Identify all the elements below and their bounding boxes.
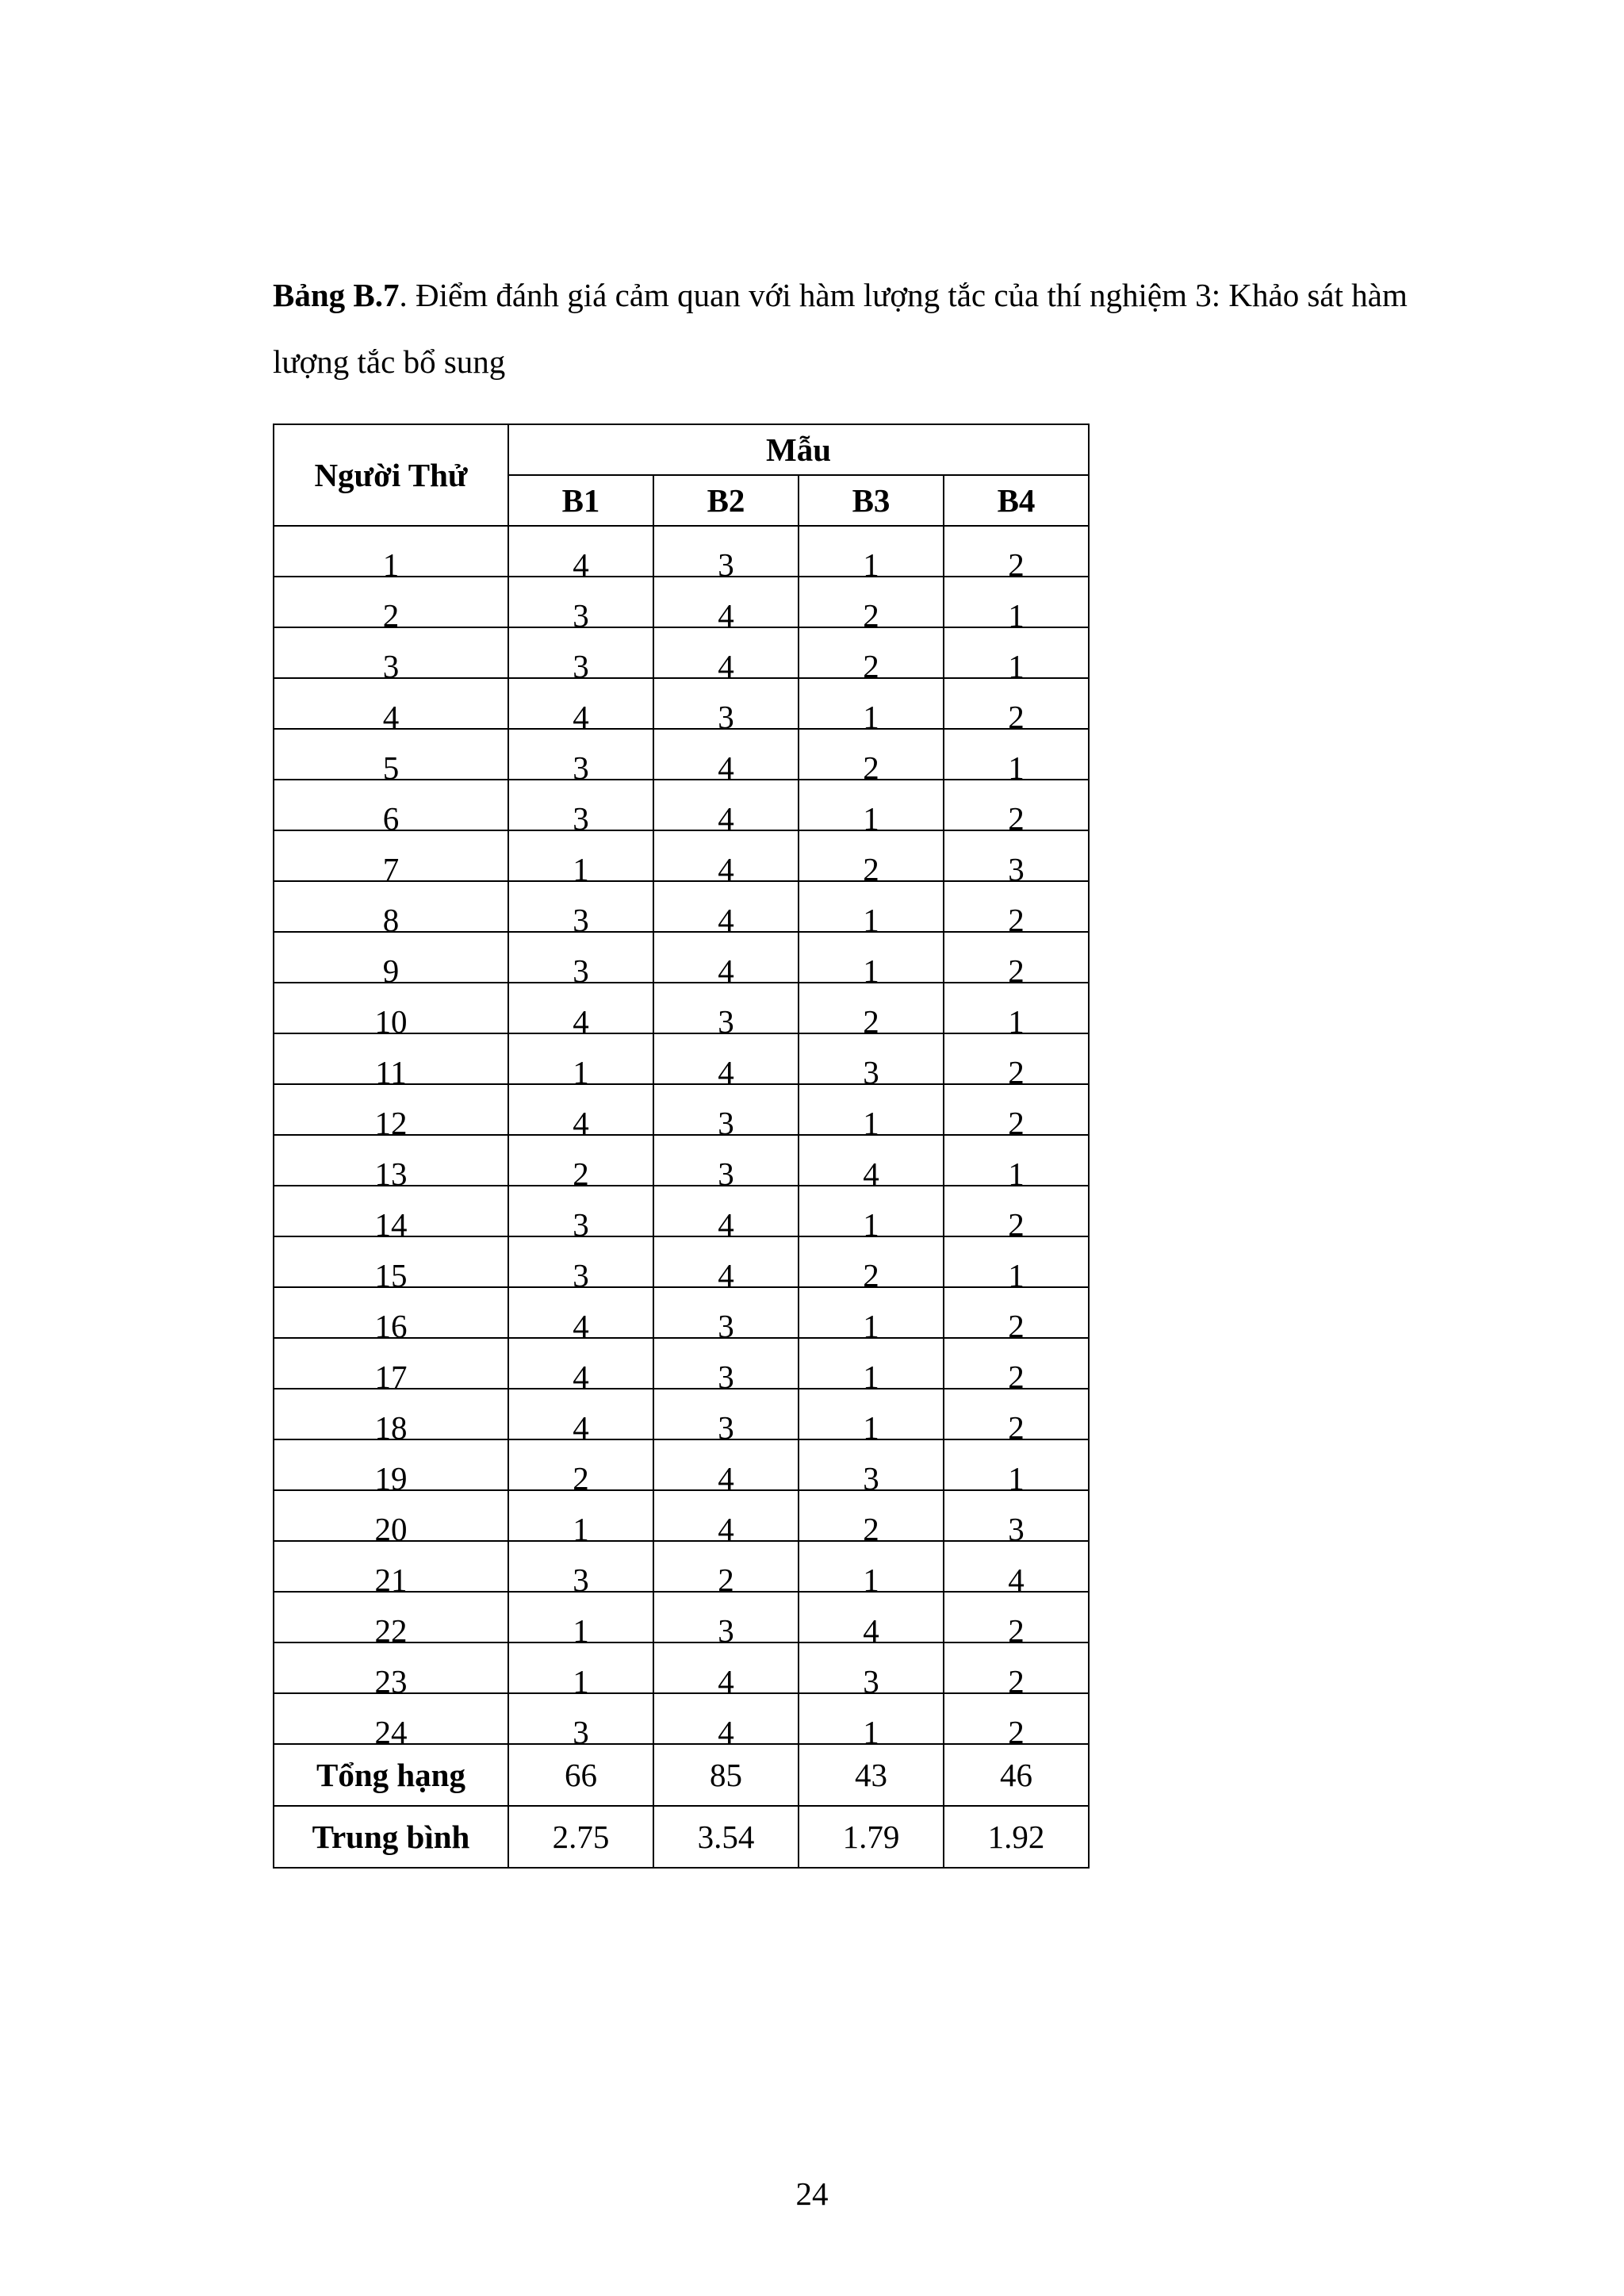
panelist-id-cell: 9 — [274, 932, 508, 983]
rank-cell: 2 — [944, 1287, 1089, 1338]
rank-cell: 4 — [653, 1236, 799, 1287]
rank-cell: 1 — [944, 627, 1089, 678]
panelist-id-cell: 16 — [274, 1287, 508, 1338]
rank-cell: 1 — [944, 983, 1089, 1033]
panelist-id-cell: 10 — [274, 983, 508, 1033]
results-table-container — [273, 424, 1090, 1869]
rank-cell: 2 — [799, 729, 944, 780]
rank-cell: 1 — [799, 1084, 944, 1135]
table-row — [274, 577, 1089, 627]
rank-cell: 3 — [653, 1135, 799, 1186]
rank-cell: 4 — [508, 983, 653, 1033]
rank-cell: 1 — [799, 932, 944, 983]
rank-cell: 1 — [799, 1541, 944, 1592]
caption-text: . Điểm đánh giá cảm quan với hàm lượng tắc của thí nghiệm 3: Khảo sát hàm lượng tắc bổ sung — [273, 277, 1408, 380]
rank-cell: 2 — [944, 1186, 1089, 1236]
rank-cell: 4 — [653, 1439, 799, 1490]
average-row-value: 3.54 — [653, 1806, 799, 1868]
rank-cell: 1 — [508, 1033, 653, 1084]
rank-cell: 4 — [653, 1186, 799, 1236]
rank-cell: 2 — [944, 526, 1089, 577]
average-row — [274, 1806, 1089, 1868]
sensory-ranking-table — [273, 424, 1090, 1869]
rank-cell: 1 — [944, 577, 1089, 627]
total-rank-row — [274, 1744, 1089, 1806]
table-row — [274, 1592, 1089, 1642]
caption-label: Bảng B.7 — [273, 277, 400, 313]
panelist-id-cell: 3 — [274, 627, 508, 678]
rank-cell: 3 — [944, 1490, 1089, 1541]
rank-cell: 3 — [508, 577, 653, 627]
column-header-b1: B1 — [508, 475, 653, 526]
rank-cell: 3 — [653, 1592, 799, 1642]
rank-cell: 1 — [944, 1439, 1089, 1490]
rank-cell: 1 — [944, 729, 1089, 780]
rank-cell: 2 — [944, 881, 1089, 932]
rank-cell: 4 — [508, 1338, 653, 1389]
panelist-id-cell: 23 — [274, 1642, 508, 1693]
table-row — [274, 678, 1089, 729]
rank-cell: 3 — [653, 1287, 799, 1338]
rank-cell: 2 — [944, 1338, 1089, 1389]
panelist-id-cell: 8 — [274, 881, 508, 932]
rank-cell: 2 — [653, 1541, 799, 1592]
rank-cell: 3 — [508, 1236, 653, 1287]
rank-cell: 4 — [653, 1642, 799, 1693]
rank-cell: 3 — [653, 526, 799, 577]
rank-cell: 4 — [653, 830, 799, 881]
panelist-id-cell: 7 — [274, 830, 508, 881]
table-row — [274, 1642, 1089, 1693]
rank-cell: 3 — [799, 1033, 944, 1084]
table-row — [274, 1338, 1089, 1389]
panelist-id-cell: 17 — [274, 1338, 508, 1389]
rank-cell: 2 — [944, 780, 1089, 830]
rank-cell: 3 — [508, 932, 653, 983]
table-row — [274, 1287, 1089, 1338]
rank-cell: 2 — [799, 983, 944, 1033]
rank-cell: 4 — [508, 1287, 653, 1338]
table-row — [274, 1693, 1089, 1744]
rank-cell: 4 — [653, 932, 799, 983]
rank-cell: 1 — [508, 1642, 653, 1693]
rank-cell: 2 — [944, 1084, 1089, 1135]
rank-cell: 4 — [653, 1693, 799, 1744]
rank-cell: 3 — [508, 881, 653, 932]
rank-cell: 4 — [653, 729, 799, 780]
table-row — [274, 1389, 1089, 1439]
rank-cell: 1 — [799, 1287, 944, 1338]
panelist-id-cell: 21 — [274, 1541, 508, 1592]
table-row — [274, 830, 1089, 881]
rank-cell: 3 — [653, 1084, 799, 1135]
rank-cell: 3 — [508, 1541, 653, 1592]
total-rank-row-value: 66 — [508, 1744, 653, 1806]
page-number: 24 — [795, 2175, 829, 2212]
average-row-value: 1.79 — [799, 1806, 944, 1868]
rank-cell: 4 — [799, 1135, 944, 1186]
rank-cell: 4 — [508, 1084, 653, 1135]
panelist-id-cell: 12 — [274, 1084, 508, 1135]
panelist-id-cell: 6 — [274, 780, 508, 830]
rank-cell: 3 — [653, 1389, 799, 1439]
rank-cell: 2 — [944, 1033, 1089, 1084]
column-header-b4: B4 — [944, 475, 1089, 526]
rank-cell: 3 — [508, 729, 653, 780]
rank-cell: 4 — [944, 1541, 1089, 1592]
table-row — [274, 627, 1089, 678]
average-row-value: 2.75 — [508, 1806, 653, 1868]
table-row — [274, 932, 1089, 983]
rank-cell: 2 — [799, 1490, 944, 1541]
rank-cell: 3 — [653, 1338, 799, 1389]
table-row — [274, 1033, 1089, 1084]
panelist-id-cell: 13 — [274, 1135, 508, 1186]
table-row — [274, 881, 1089, 932]
panelist-id-cell: 2 — [274, 577, 508, 627]
total-rank-row-value: 46 — [944, 1744, 1089, 1806]
rank-cell: 3 — [799, 1642, 944, 1693]
table-row — [274, 1084, 1089, 1135]
rank-cell: 1 — [799, 780, 944, 830]
column-header-b2: B2 — [653, 475, 799, 526]
rank-cell: 1 — [944, 1236, 1089, 1287]
panelist-id-cell: 11 — [274, 1033, 508, 1084]
table-row — [274, 729, 1089, 780]
table-row — [274, 1541, 1089, 1592]
rank-cell: 4 — [653, 1490, 799, 1541]
rank-cell: 4 — [653, 881, 799, 932]
rank-cell: 1 — [799, 678, 944, 729]
rank-cell: 1 — [799, 1693, 944, 1744]
rank-cell: 1 — [508, 1490, 653, 1541]
panelist-id-cell: 4 — [274, 678, 508, 729]
rank-cell: 2 — [944, 1642, 1089, 1693]
table-row — [274, 1490, 1089, 1541]
rank-cell: 2 — [944, 1592, 1089, 1642]
rank-cell: 1 — [799, 1186, 944, 1236]
rank-cell: 3 — [508, 1693, 653, 1744]
table-row — [274, 1186, 1089, 1236]
rank-cell: 4 — [508, 526, 653, 577]
panelist-id-cell: 18 — [274, 1389, 508, 1439]
table-row — [274, 983, 1089, 1033]
rank-cell: 2 — [944, 678, 1089, 729]
rank-cell: 2 — [944, 932, 1089, 983]
table-row — [274, 1439, 1089, 1490]
rank-cell: 4 — [508, 678, 653, 729]
total-rank-row-value: 43 — [799, 1744, 944, 1806]
panelist-id-cell: 14 — [274, 1186, 508, 1236]
average-row-value: 1.92 — [944, 1806, 1089, 1868]
rank-cell: 3 — [508, 780, 653, 830]
rank-cell: 2 — [508, 1135, 653, 1186]
rank-cell: 2 — [799, 1236, 944, 1287]
panelist-id-cell: 19 — [274, 1439, 508, 1490]
table-row — [274, 1236, 1089, 1287]
panelist-id-cell: 15 — [274, 1236, 508, 1287]
rank-cell: 1 — [799, 1338, 944, 1389]
column-header-b3: B3 — [799, 475, 944, 526]
panelist-header: Người Thử — [274, 424, 508, 526]
rank-cell: 1 — [799, 526, 944, 577]
rank-cell: 2 — [799, 627, 944, 678]
total-rank-row-value: 85 — [653, 1744, 799, 1806]
table-caption — [273, 262, 1462, 395]
rank-cell: 2 — [508, 1439, 653, 1490]
rank-cell: 2 — [799, 577, 944, 627]
panelist-id-cell: 5 — [274, 729, 508, 780]
rank-cell: 3 — [944, 830, 1089, 881]
rank-cell: 2 — [944, 1693, 1089, 1744]
rank-cell: 4 — [653, 780, 799, 830]
rank-cell: 4 — [653, 1033, 799, 1084]
rank-cell: 2 — [944, 1389, 1089, 1439]
panelist-id-cell: 20 — [274, 1490, 508, 1541]
rank-cell: 3 — [653, 678, 799, 729]
rank-cell: 3 — [508, 1186, 653, 1236]
rank-cell: 2 — [799, 830, 944, 881]
rank-cell: 1 — [799, 1389, 944, 1439]
rank-cell: 4 — [799, 1592, 944, 1642]
rank-cell: 4 — [653, 577, 799, 627]
rank-cell: 1 — [508, 1592, 653, 1642]
table-row — [274, 526, 1089, 577]
rank-cell: 1 — [944, 1135, 1089, 1186]
rank-cell: 3 — [508, 627, 653, 678]
table-row — [274, 1135, 1089, 1186]
rank-cell: 1 — [508, 830, 653, 881]
total-rank-row-label: Tổng hạng — [274, 1744, 508, 1806]
sample-group-header: Mẫu — [508, 424, 1089, 475]
rank-cell: 3 — [653, 983, 799, 1033]
average-row-label: Trung bình — [274, 1806, 508, 1868]
panelist-id-cell: 1 — [274, 526, 508, 577]
rank-cell: 4 — [508, 1389, 653, 1439]
rank-cell: 3 — [799, 1439, 944, 1490]
rank-cell: 4 — [653, 627, 799, 678]
panelist-id-cell: 22 — [274, 1592, 508, 1642]
table-row — [274, 780, 1089, 830]
panelist-id-cell: 24 — [274, 1693, 508, 1744]
rank-cell: 1 — [799, 881, 944, 932]
header-row-1 — [274, 424, 1089, 475]
